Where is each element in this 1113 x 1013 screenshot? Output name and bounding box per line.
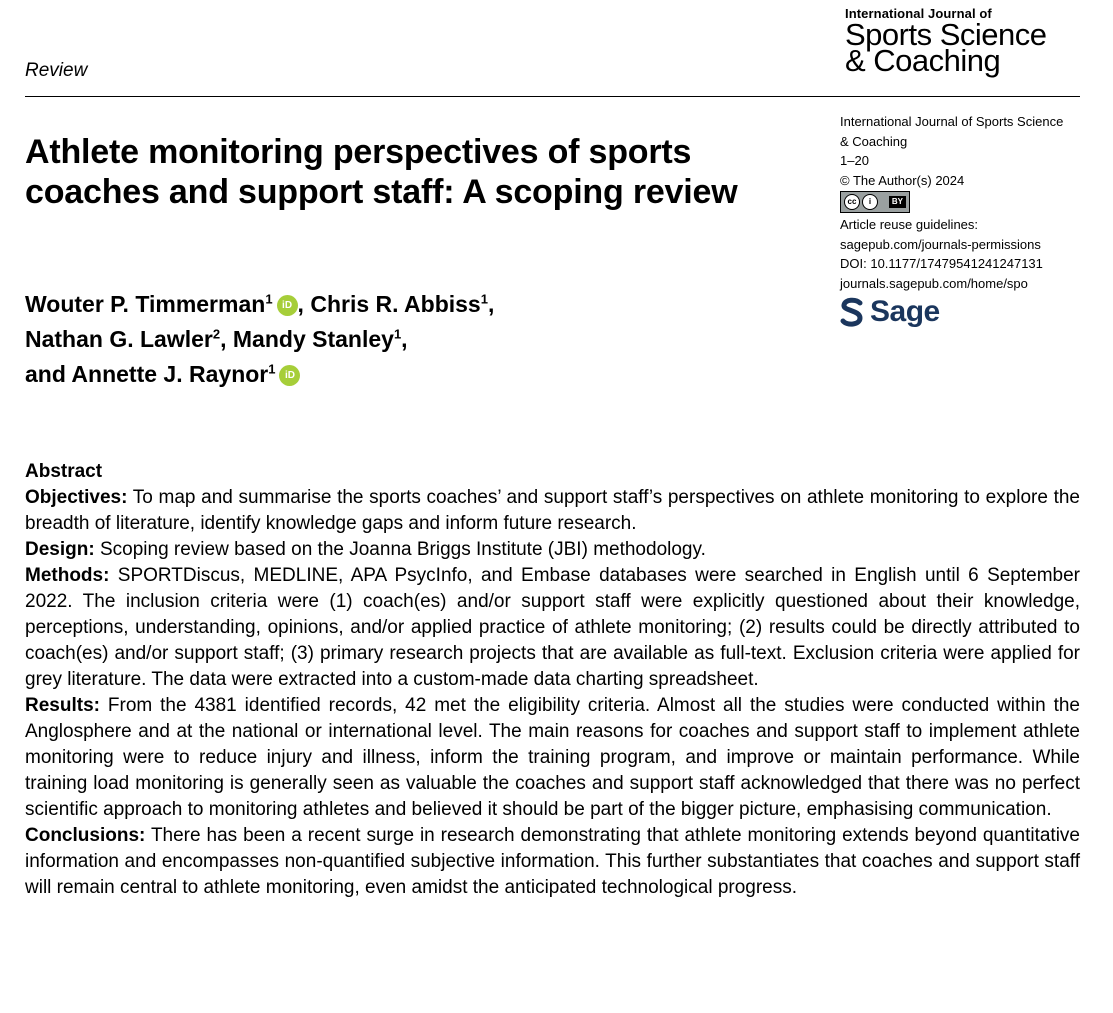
section-label: Design: (25, 539, 95, 560)
header-rule (25, 96, 1080, 97)
author-line-1: Wouter P. Timmerman$^1$ iD , Chris R. Abbiss$^1$, (25, 291, 495, 317)
cc-by-label: BY (889, 196, 906, 208)
section-text: Scoping review based on the Joanna Briggs Institute (JBI) methodology. (99, 539, 706, 560)
article-meta (840, 112, 1100, 327)
section-label: Conclusions: (25, 825, 146, 846)
section-label: Methods: (25, 565, 110, 586)
meta-permissions-link[interactable]: sagepub.com/journals-permissions (840, 236, 1041, 252)
abstract-objectives (25, 485, 1080, 537)
author-affiliation: 1 (393, 326, 402, 342)
orcid-icon[interactable]: iD (277, 295, 298, 316)
author-name[interactable]: Mandy Stanley (232, 326, 394, 352)
publisher-name: Sage (870, 295, 940, 328)
meta-journal-line1: International Journal of Sports Science (840, 114, 1064, 129)
section-text: To map and summarise the sports coaches’ and support staff’s perspectives on athlete monitoring to explore the breadth of literature, identify knowledge gaps and inform future research. (25, 487, 1080, 534)
meta-reuse: Article reuse guidelines: (840, 217, 979, 232)
section-text: From the 4381 identified records, 42 met the eligibility criteria. Almost all the studies were conducted within the Anglosphere and at the national or international level. The main reasons for coaches and support staff to implement athlete monitoring were to reduce injury and illness, inform the training program, and improve or maintain performance. While training load monitoring is generally seen as valuable the coaches and support staff acknowledged that there was no perfect scientific approach to monitoring athletes and believed it should be part of the bigger picture, emphasising communication. (25, 695, 1080, 820)
meta-pages: 1–20 (840, 153, 869, 168)
sage-s-icon (840, 297, 864, 327)
abstract-results (25, 693, 1080, 823)
article-title: Athlete monitoring perspectives of sports coaches and support staff: A scoping review (25, 133, 738, 211)
meta-homepage-link[interactable]: journals.sagepub.com/home/spo (840, 275, 1028, 291)
abstract (25, 459, 1080, 901)
section-label: Objectives: (25, 487, 128, 508)
meta-doi[interactable]: DOI: 10.1177/17479541241247131 (840, 256, 1043, 271)
author-affiliation: 1 (265, 291, 273, 307)
publisher-logo (840, 297, 1100, 327)
journal-logo-line3: & Coaching (845, 43, 1001, 78)
author-line-3 (25, 357, 825, 392)
meta-copyright: © The Author(s) 2024 (840, 172, 965, 188)
section-text: There has been a recent surge in research demonstrating that athlete monitoring extends beyond quantitative information and encompasses non-quantified subjective information. This further substantiates that coaches and support staff will remain central to athlete monitoring, even amidst the anticipated technological progress. (25, 825, 1080, 898)
abstract-methods (25, 563, 1080, 693)
abstract-heading: Abstract (25, 461, 103, 482)
meta-journal-line2: & Coaching (840, 133, 908, 149)
author-affiliation: 1 (268, 361, 276, 377)
author-list (25, 287, 825, 392)
author-affiliation: 1 (480, 291, 488, 307)
article-type: Review (25, 60, 88, 81)
section-label: Results: (25, 695, 100, 716)
abstract-conclusions (25, 823, 1080, 901)
attribution-icon: i (862, 194, 878, 210)
cc-icon: cc (844, 194, 860, 210)
author-affiliation: 2 (212, 326, 221, 342)
author-line-2: Nathan G. Lawler$^2$, Mandy Stanley$^1$, (25, 326, 408, 352)
author-name[interactable]: and Annette J. Raynor (25, 361, 269, 387)
author-name[interactable]: Wouter P. Timmerman (25, 291, 266, 317)
author-name[interactable]: Nathan G. Lawler (25, 326, 213, 352)
journal-logo-line1: International Journal of (845, 6, 992, 21)
journal-logo (845, 6, 1095, 78)
section-text: SPORTDiscus, MEDLINE, APA PsycInfo, and Embase databases were searched in English until 6 September 2022. The inclusion criteria were (1) coach(es) and/or support staff were explicitly questioned about their knowledge, perceptions, understanding, opinions, and/or applied practice of athlete monitoring; (2) results could be directly attributed to coach(es) and/or support staff; (3) primary research projects that are available as full-text. Exclusion criteria were applied for grey literature. The data were extracted into a custom-made data charting spreadsheet. (25, 565, 1081, 690)
journal-logo-line2: Sports Science (845, 17, 1047, 52)
abstract-design (25, 537, 1080, 563)
orcid-icon[interactable]: iD (279, 365, 300, 386)
author-name[interactable]: Chris R. Abbiss (310, 291, 481, 317)
cc-license-badge[interactable] (840, 191, 910, 213)
